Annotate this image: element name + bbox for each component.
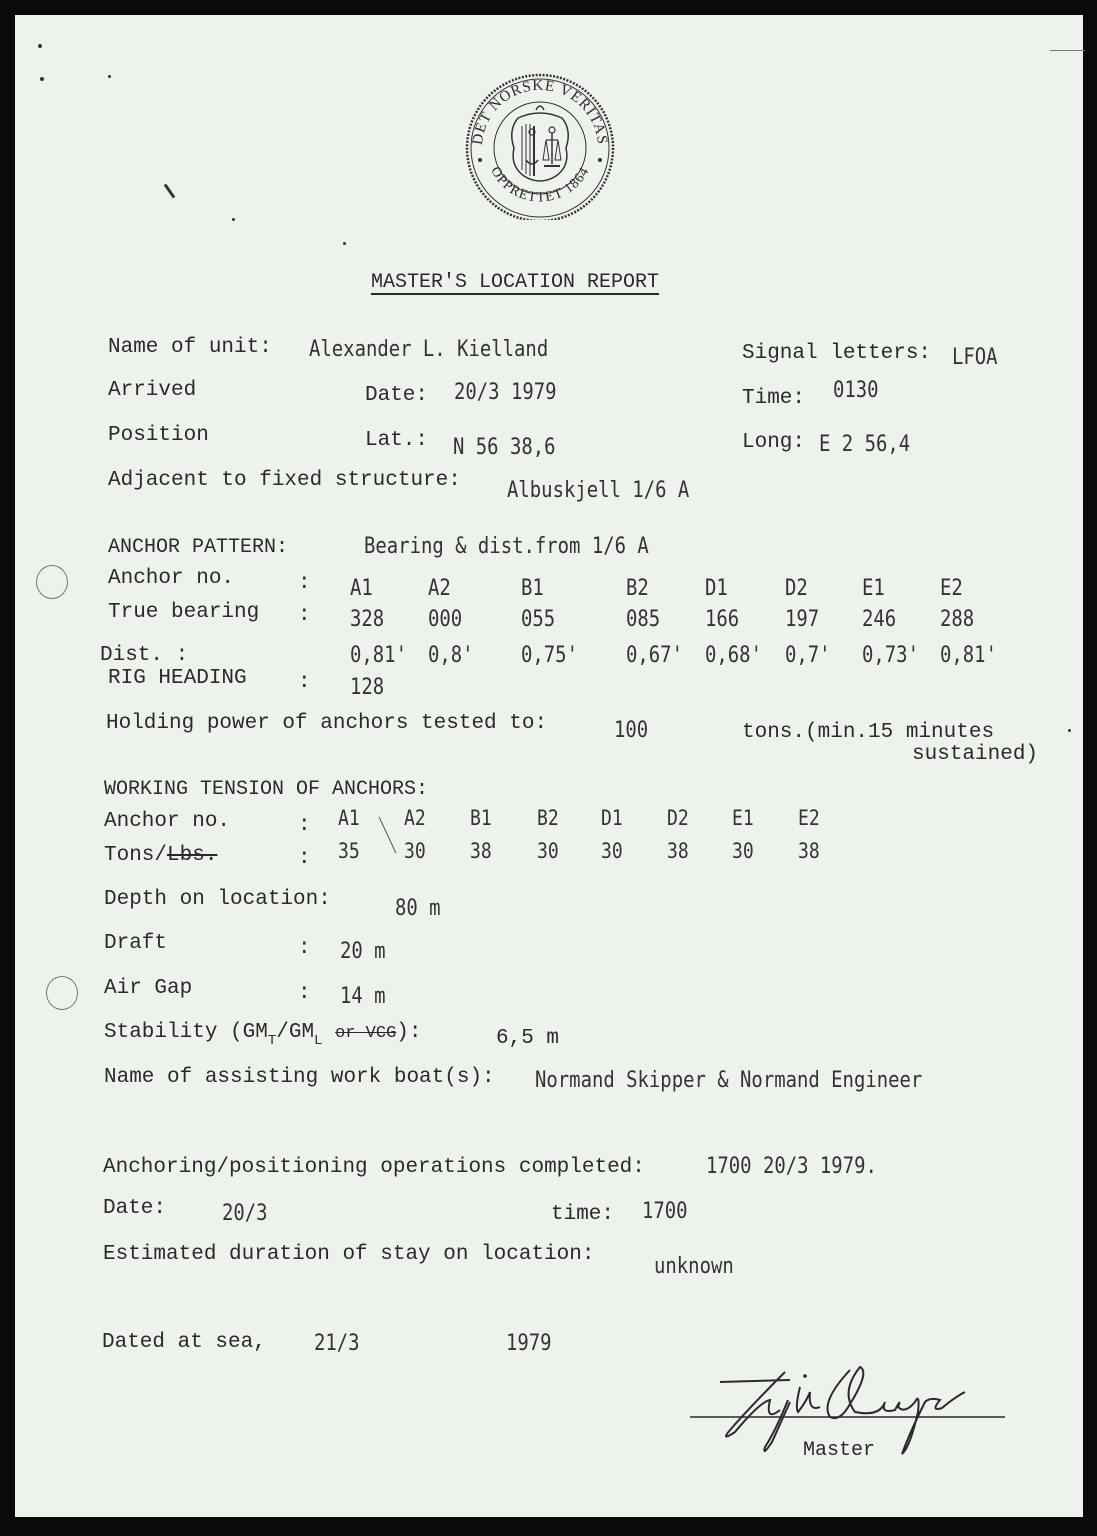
anchor-pattern-anchor-no: E1 <box>862 576 885 601</box>
svg-text:DET NORSKE VERITAS: DET NORSKE VERITAS <box>469 77 611 146</box>
holding-power-unit-line2: sustained) <box>912 743 1039 766</box>
anchor-distance: 0,81' <box>940 643 997 668</box>
anchor-pattern-anchor-no: A1 <box>350 576 373 601</box>
colon: : <box>298 671 311 694</box>
scan-mark <box>1050 50 1085 51</box>
det-norske-veritas-seal <box>460 70 620 220</box>
completed-date-label: Date: <box>103 1197 167 1220</box>
draft-value: 20 m <box>340 939 386 964</box>
distance-label: Dist. : <box>100 644 189 667</box>
completed-date-value: 20/3 <box>222 1201 268 1226</box>
scan-speck <box>40 77 44 81</box>
colon: : <box>298 604 311 627</box>
stability-label-suffix: ): <box>396 1021 422 1044</box>
scan-speck <box>108 75 111 78</box>
anchor-true-bearing: 328 <box>350 607 385 632</box>
tension-anchor-no: A1 <box>338 806 360 830</box>
duration-value: unknown <box>654 1254 734 1279</box>
colon: : <box>298 847 311 870</box>
tension-tons-value: 30 <box>732 839 754 863</box>
anchor-distance: 0,73' <box>862 643 919 668</box>
stability-label-prefix: Stability (GM <box>104 1021 268 1044</box>
anchor-no-label: Anchor no. <box>108 567 235 590</box>
svg-text:OPPRETTET 1864: OPPRETTET 1864 <box>487 164 593 206</box>
anchor-true-bearing: 055 <box>521 607 556 632</box>
scan-speck <box>232 218 235 221</box>
anchor-pattern-anchor-no: B2 <box>626 576 649 601</box>
colon: : <box>298 572 311 595</box>
tension-tons-value: 38 <box>470 839 492 863</box>
signal-letters-value: LFOA <box>952 345 998 370</box>
arrived-time-value: 0130 <box>833 378 879 403</box>
anchor-true-bearing: 288 <box>940 607 975 632</box>
completed-time-value: 1700 <box>642 1199 688 1224</box>
anchor-true-bearing: 085 <box>626 607 661 632</box>
air-gap-label: Air Gap <box>104 977 193 1000</box>
tension-tons-value: 30 <box>404 839 426 863</box>
depth-label: Depth on location: <box>104 888 331 911</box>
anchor-distance: 0,75' <box>521 643 578 668</box>
tension-anchor-no: B1 <box>470 806 492 830</box>
rig-heading-label: RIG HEADING <box>108 667 247 690</box>
adjacent-structure-value: Albuskjell 1/6 A <box>507 478 690 503</box>
longitude-label: Long: <box>742 431 806 454</box>
air-gap-value: 14 m <box>340 984 386 1009</box>
arrived-label: Arrived <box>108 379 197 402</box>
anchor-pattern-anchor-no: B1 <box>521 576 544 601</box>
tons-struck-text: Lbs. <box>167 844 218 867</box>
tension-tons-value: 30 <box>537 839 559 863</box>
stability-struck-text: or VCG <box>335 1024 397 1043</box>
anchor-distance: 0,68' <box>705 643 762 668</box>
anchor-true-bearing: 166 <box>705 607 740 632</box>
dated-at-sea-label: Dated at sea, <box>102 1331 266 1354</box>
tons-label <box>104 845 217 866</box>
tension-anchor-no-label: Anchor no. <box>104 810 231 833</box>
tension-anchor-no: D1 <box>601 806 623 830</box>
colon: : <box>298 814 311 837</box>
tension-anchor-no: B2 <box>537 806 559 830</box>
tension-anchor-no: E1 <box>732 806 754 830</box>
report-title: MASTER'S LOCATION REPORT <box>371 271 660 294</box>
completed-time-label: time: <box>551 1203 615 1226</box>
signal-letters-label: Signal letters: <box>742 342 932 365</box>
anchor-distance: 0,81' <box>350 643 407 668</box>
tension-tons-value: 38 <box>667 839 689 863</box>
work-boats-value: Normand Skipper & Normand Engineer <box>535 1068 923 1093</box>
depth-value: 80 m <box>395 896 441 921</box>
draft-label: Draft <box>104 932 168 955</box>
anchor-true-bearing: 197 <box>785 607 820 632</box>
stability-subscript-t: T <box>267 1033 277 1049</box>
punch-hole <box>46 976 78 1010</box>
master-role-label: Master <box>803 1439 876 1462</box>
anchor-distance: 0,7' <box>785 643 831 668</box>
tension-anchor-no: E2 <box>798 806 820 830</box>
punch-hole <box>36 565 68 599</box>
scan-speck <box>38 44 42 48</box>
dated-date-value: 21/3 <box>314 1331 360 1356</box>
arrived-date-label: Date: <box>365 384 429 407</box>
true-bearing-label: True bearing <box>108 601 260 624</box>
colon: : <box>298 982 311 1005</box>
stability-label <box>104 1021 422 1049</box>
anchor-true-bearing: 246 <box>862 607 897 632</box>
position-label: Position <box>108 424 209 447</box>
stability-subscript-l: L <box>314 1033 323 1049</box>
tension-tons-value: 35 <box>338 839 360 863</box>
anchor-true-bearing: 000 <box>428 607 463 632</box>
tension-tons-value: 30 <box>601 839 623 863</box>
dated-year-value: 1979 <box>506 1331 552 1356</box>
holding-power-value: 100 <box>614 718 649 743</box>
duration-label: Estimated duration of stay on location: <box>103 1243 595 1266</box>
colon: : <box>298 937 311 960</box>
anchor-pattern-label: ANCHOR PATTERN: <box>108 536 289 559</box>
scan-speck <box>343 242 346 245</box>
operations-completed-value: 1700 20/3 1979. <box>706 1154 877 1179</box>
adjacent-structure-label: Adjacent to fixed structure: <box>108 469 461 492</box>
anchor-pattern-anchor-no: A2 <box>428 576 451 601</box>
holding-power-label: Holding power of anchors tested to: <box>106 712 548 735</box>
unit-name-value: Alexander L. Kielland <box>309 337 549 362</box>
anchor-pattern-anchor-no: E2 <box>940 576 963 601</box>
holding-power-unit-line1: tons.(min.15 minutes <box>742 721 995 744</box>
anchor-pattern-value: Bearing & dist.from 1/6 A <box>364 534 649 559</box>
working-tension-label: WORKING TENSION OF ANCHORS: <box>104 778 429 801</box>
latitude-value: N 56 38,6 <box>453 435 556 460</box>
work-boats-label: Name of assisting work boat(s): <box>104 1066 495 1089</box>
operations-completed-label: Anchoring/positioning operations completed: <box>103 1156 645 1179</box>
tension-anchor-no: A2 <box>404 806 426 830</box>
anchor-pattern-anchor-no: D2 <box>785 576 808 601</box>
anchor-distance: 0,67' <box>626 643 683 668</box>
tons-label-text: Tons/ <box>104 844 168 867</box>
anchor-pattern-anchor-no: D1 <box>705 576 728 601</box>
unit-name-label: Name of unit: <box>108 336 272 359</box>
tension-anchor-no: D2 <box>667 806 689 830</box>
arrived-time-label: Time: <box>742 387 806 410</box>
longitude-value: E 2 56,4 <box>819 432 911 457</box>
tension-tons-value: 38 <box>798 839 820 863</box>
arrived-date-value: 20/3 1979 <box>454 380 557 405</box>
stability-value: 6,5 m <box>496 1027 560 1050</box>
stability-label-mid: /GM <box>276 1021 315 1044</box>
latitude-label: Lat.: <box>365 429 429 452</box>
document-page <box>15 15 1083 1517</box>
scan-speck <box>1068 729 1071 732</box>
anchor-distance: 0,8' <box>428 643 474 668</box>
rig-heading-value: 128 <box>350 675 385 700</box>
